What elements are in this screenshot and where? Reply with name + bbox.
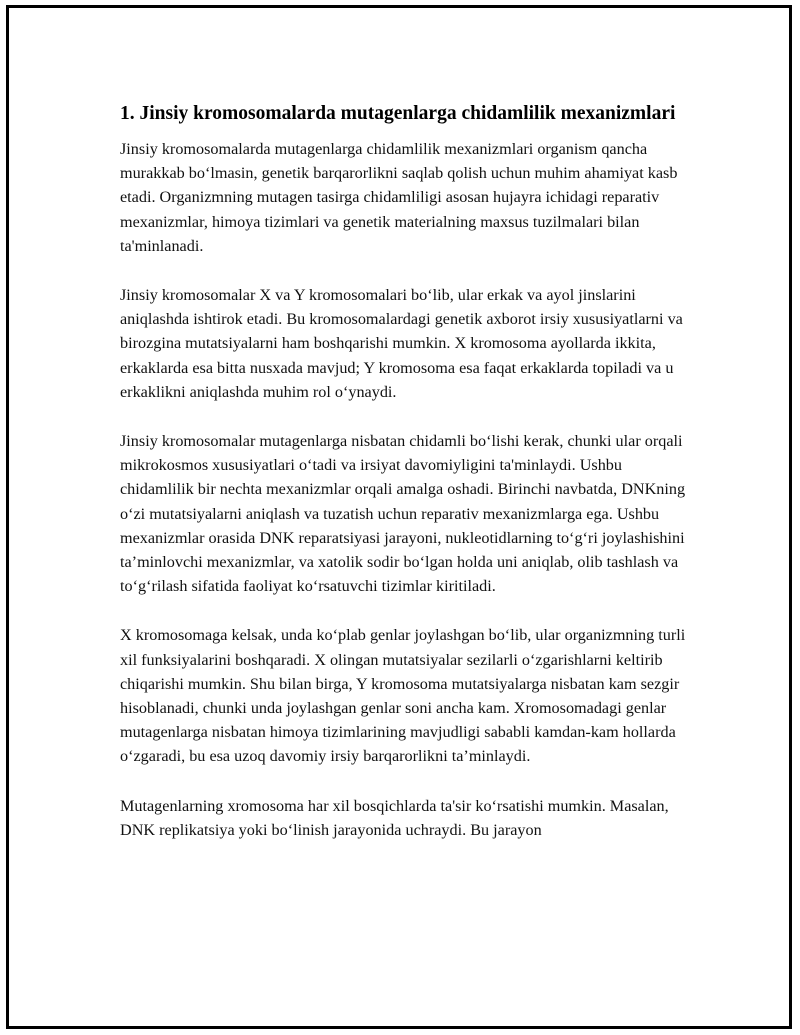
document-body xyxy=(120,100,692,867)
page-frame xyxy=(6,5,792,1029)
paragraph-5: Mutagenlarning xromosoma har xil bosqichlarda ta'sir ko‘rsatishi mumkin. Masalan, DNK replikatsiya yoki bo‘linish jarayonida uchraydi. Bu jarayon xyxy=(120,796,669,839)
paragraph-4: X kromosomaga kelsak, unda ko‘plab genlar joylashgan bo‘lib, ular organizmning turli xil funksiyalarini boshqaradi. X olingan mutatsiyalar sezilarli o‘zgarishlarni keltirib chiqarishi mumkin. Shu bilan birga, Y kromosoma mutatsiyalarga nisbatan kam sezgir hisoblanadi, chunki unda joylashgan genlar soni ancha kam. Xromosomadagi genlar mutagenlarga nisbatan himoya tizimlarining mavjudligi sababli kamdan-kam hollarda o‘zgaradi, bu esa uzoq davomiy irsiy barqarorlikni ta’minlaydi. xyxy=(120,626,686,766)
paragraph-3: Jinsiy kromosomalar mutagenlarga nisbatan chidamli bo‘lishi kerak, chunki ular orqali mikrokosmos xususiyatlari o‘tadi va irsiyat davomiyligini ta'minlaydi. Ushbu chidamlilik bir nechta mexanizmlar orqali amalga oshadi. Birinchi navbatda, DNKning o‘zi mutatsiyalarni aniqlash va tuzatish uchun reparativ mexanizmlarga ega. Ushbu mexanizmlar orasida DNK reparatsiyasi jarayoni, nukleotidlarning to‘g‘ri joylashishini ta’minlovchi mexanizmlar, va xatolik sodir bo‘lgan holda uni aniqlab, olib tashlash va to‘g‘rilash sifatida faoliyat ko‘rsatuvchi tizimlar kiritiladi. xyxy=(120,432,686,596)
paragraph-1: Jinsiy kromosomalarda mutagenlarga chidamlilik mexanizmlari organism qancha murakkab bo‘lmasin, genetik barqarorlikni saqlab qolish uchun muhim ahamiyat kasb etadi. Organizmning mutagen tasirga chidamliligi asosan hujayra ichidagi reparativ mexanizmlar, himoya tizimlari va genetik materialning maxsus tuzilmalari bilan ta'minlanadi. xyxy=(120,140,678,255)
paragraph-2: Jinsiy kromosomalar X va Y kromosomalari bo‘lib, ular erkak va ayol jinslarini aniqlashda ishtirok etadi. Bu kromosomalardagi genetik axborot irsiy xususiyatlarni va birozgina mutatsiyalarni ham boshqarishi mumkin. X kromosoma ayollarda ikkita, erkaklarda esa bitta nusxada mavjud; Y kromosoma esa faqat erkaklarda topiladi va u erkaklikni aniqlashda muhim rol o‘ynaydi. xyxy=(120,286,683,401)
section-heading: 1. Jinsiy kromosomalarda mutagenlarga chidamlilik mexanizmlari xyxy=(120,103,676,124)
